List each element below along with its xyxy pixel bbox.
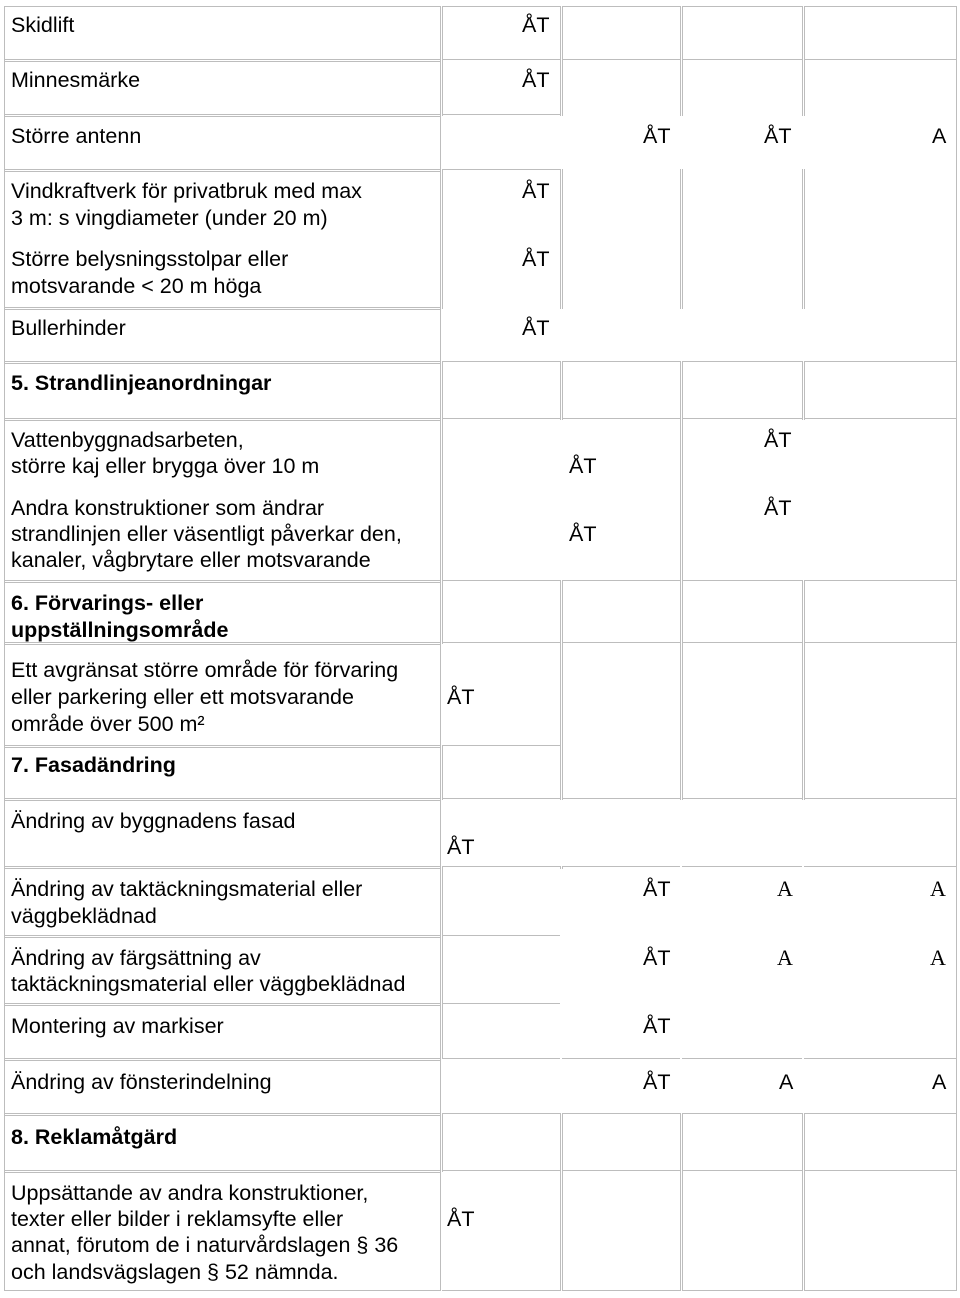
mark-cell: ÅT (764, 496, 792, 520)
mark-cell: ÅT (522, 316, 550, 340)
mark-cell: ÅT (764, 428, 792, 452)
mark-cell: A (932, 124, 947, 148)
mark-cell: ÅT (522, 68, 550, 92)
row-label: eller parkering eller ett motsvarande (11, 685, 354, 709)
section-heading: 7. Fasadändring (11, 753, 176, 777)
row-label: motsvarande < 20 m höga (11, 274, 262, 298)
row-label: väggbeklädnad (11, 904, 157, 928)
row-label: Montering av markiser (11, 1014, 224, 1038)
section-heading: 5. Strandlinjeanordningar (11, 371, 272, 395)
row-label: Större belysningsstolpar eller (11, 247, 289, 271)
row-label: Vindkraftverk för privatbruk med max (11, 179, 362, 203)
row-label: och landsvägslagen § 52 nämnda. (11, 1260, 339, 1284)
mark-cell: ÅT (447, 685, 475, 709)
row-label: Andra konstruktioner som ändrar (11, 496, 325, 520)
row-label: Ändring av fönsterindelning (11, 1070, 272, 1094)
mark-cell: ÅT (643, 1070, 671, 1094)
row-label: större kaj eller brygga över 10 m (11, 454, 320, 478)
mark-cell: ÅT (643, 1014, 671, 1038)
mark-cell: ÅT (447, 835, 475, 859)
row-label: 3 m: s vingdiameter (under 20 m) (11, 206, 328, 230)
row-label: Ett avgränsat större område för förvaring (11, 658, 399, 682)
mark-cell: ÅT (447, 1207, 475, 1231)
mark-cell: A (932, 1070, 947, 1094)
row-label: Bullerhinder (11, 316, 126, 340)
mark-cell: A (779, 1070, 794, 1094)
row-label: Minnesmärke (11, 68, 141, 92)
mark-cell: ÅT (569, 454, 597, 478)
row-label: Skidlift (11, 13, 75, 37)
row-label: Uppsättande av andra konstruktioner, (11, 1181, 369, 1205)
mark-cell: ÅT (643, 877, 671, 901)
row-label: strandlinjen eller väsentligt påverkar den, (11, 522, 402, 546)
row-label: Vattenbyggnadsarbeten, (11, 428, 244, 452)
row-label: Ändring av färgsättning av (11, 946, 261, 970)
mark-cell: ÅT (643, 946, 671, 970)
section-heading: 6. Förvarings- eller (11, 591, 204, 615)
mark-cell: ÅT (522, 13, 550, 37)
mark-cell: ÅT (643, 124, 671, 148)
row-label: taktäckningsmaterial eller väggbeklädnad (11, 972, 406, 996)
row-label: område över 500 m² (11, 712, 205, 736)
row-label: Ändring av taktäckningsmaterial eller (11, 877, 363, 901)
row-label: kanaler, vågbrytare eller motsvarande (11, 548, 371, 572)
row-label: annat, förutom de i naturvårdslagen § 36 (11, 1233, 399, 1257)
section-heading: uppställningsområde (11, 618, 229, 642)
row-label: Större antenn (11, 124, 142, 148)
row-label: texter eller bilder i reklamsyfte eller (11, 1207, 344, 1231)
mark-cell: A (930, 945, 946, 970)
mark-cell: ÅT (522, 247, 550, 271)
section-heading: 8. Reklamåtgärd (11, 1125, 178, 1149)
mark-cell: ÅT (522, 179, 550, 203)
mark-cell: ÅT (569, 522, 597, 546)
row-label: Ändring av byggnadens fasad (11, 809, 296, 833)
mark-cell: ÅT (764, 124, 792, 148)
mark-cell: A (777, 876, 793, 901)
mark-cell: A (777, 945, 793, 970)
mark-cell: A (930, 876, 946, 901)
